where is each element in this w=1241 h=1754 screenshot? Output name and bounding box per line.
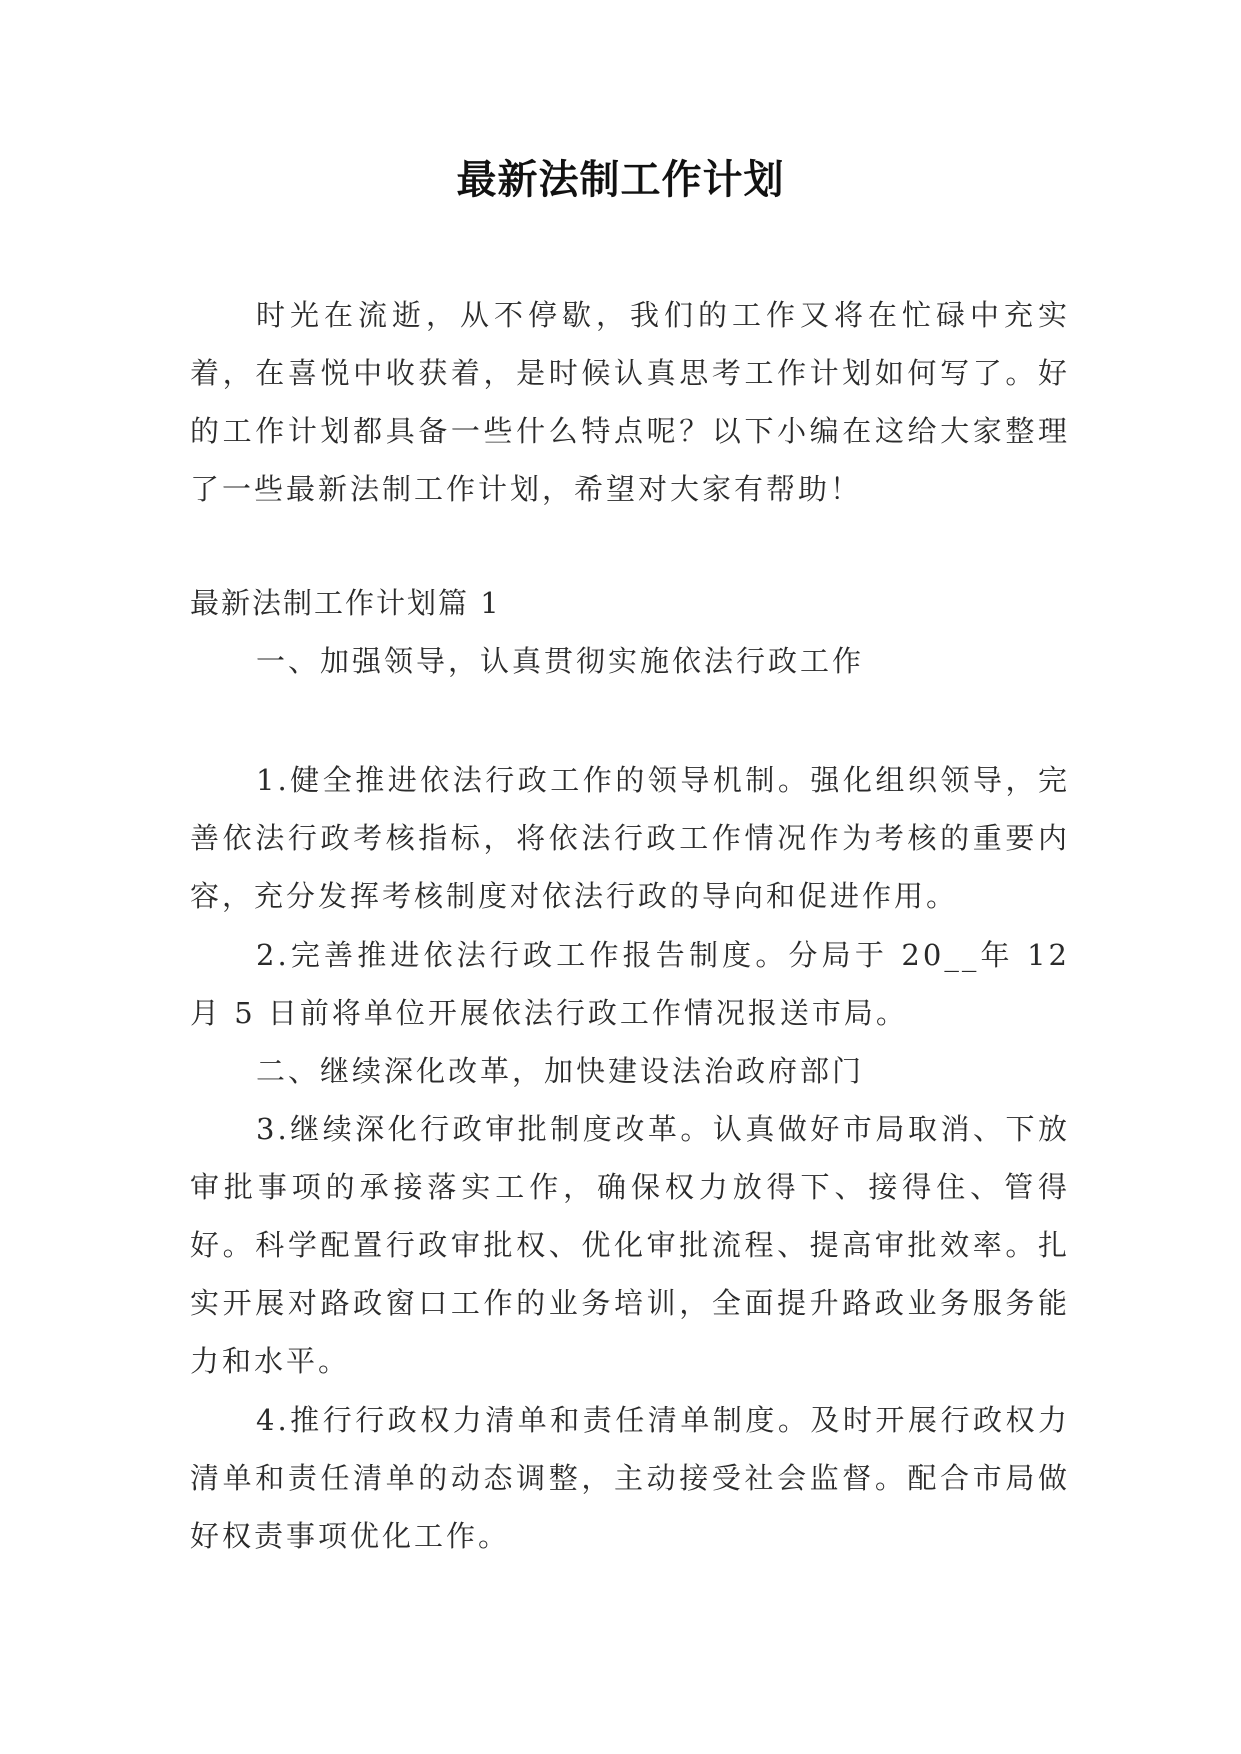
intro-paragraph: 时光在流逝，从不停歇，我们的工作又将在忙碌中充实着，在喜悦中收获着，是时候认真思考工作计划如何写了。好的工作计划都具备一些什么特点呢？以下小编在这给大家整理了一些最新法制工作计划，希望对大家有帮助！	[190, 298, 1070, 506]
document-title: 最新法制工作计划	[456, 156, 785, 203]
paragraph-4: 4.推行行政权力清单和责任清单制度。及时开展行政权力清单和责任清单的动态调整，主动接受社会监督。配合市局做好权责事项优化工作。	[190, 1403, 1070, 1553]
section-1-heading: 一、加强领导，认真贯彻实施依法行政工作	[256, 644, 865, 678]
paragraph-1: 1.健全推进依法行政工作的领导机制。强化组织领导，完善依法行政考核指标，将依法行政工作情况作为考核的重要内容，充分发挥考核制度对依法行政的导向和促进作用。	[190, 763, 1070, 913]
article-heading: 最新法制工作计划篇 1	[190, 586, 501, 620]
paragraph-2: 2.完善推进依法行政工作报告制度。分局于 20__年 12 月 5 日前将单位开展依法行政工作情况报送市局。	[190, 938, 1070, 1030]
paragraph-3: 3.继续深化行政审批制度改革。认真做好市局取消、下放审批事项的承接落实工作，确保权力放得下、接得住、管得好。科学配置行政审批权、优化审批流程、提高审批效率。扎实开展对路政窗口工作的业务培训，全面提升路政业务服务能力和水平。	[190, 1112, 1070, 1378]
section-2-heading: 二、继续深化改革，加快建设法治政府部门	[256, 1054, 865, 1088]
